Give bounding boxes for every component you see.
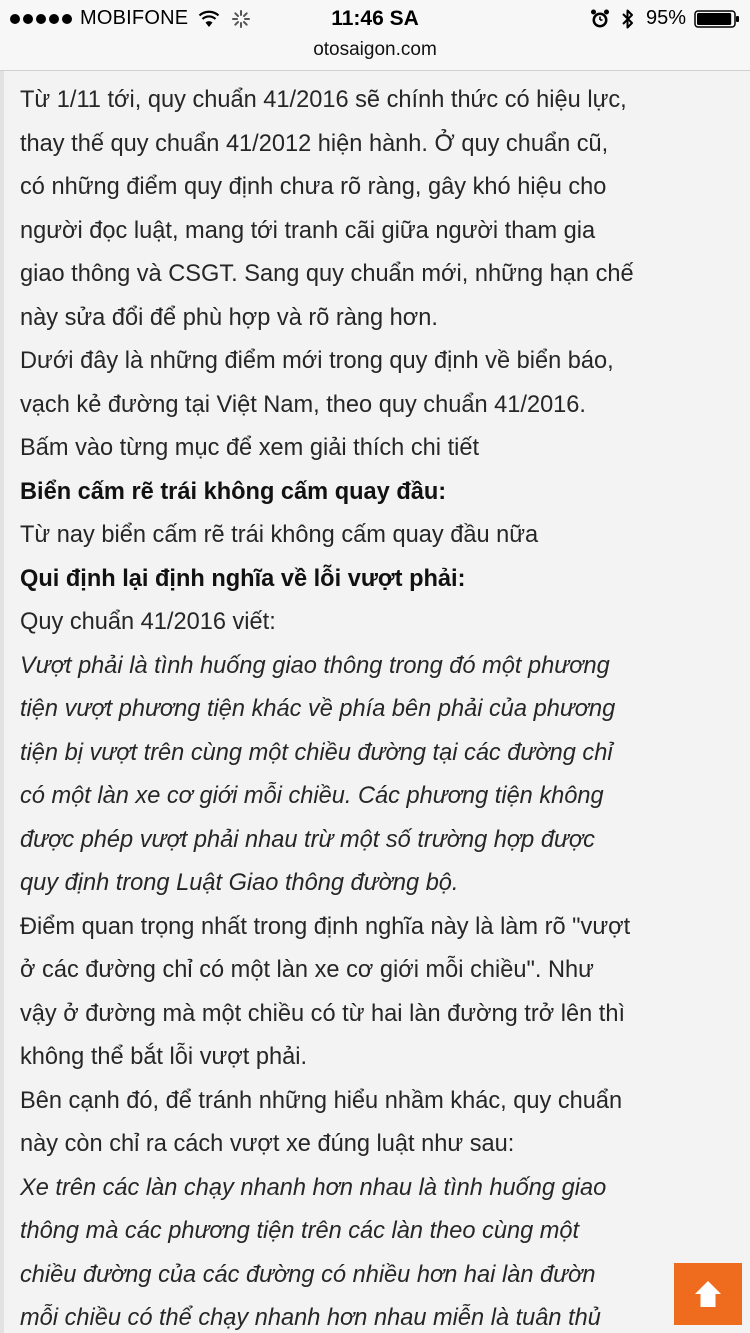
paragraph-line: thay thế quy chuẩn 41/2012 hiện hành. Ở quy chuẩn cũ, [20, 130, 609, 157]
paragraph-line: người đọc luật, mang tới tranh cãi giữa người tham gia [20, 217, 596, 244]
battery-percent: 95% [645, 7, 686, 29]
paragraph-line: Bấm vào từng mục để xem giải thích chi tiết [20, 435, 480, 461]
article-body [20, 79, 735, 1333]
paragraph-line: vậy ở đường mà một chiều có từ hai làn đường trở lên thì [20, 1000, 626, 1027]
paragraph-line: có những điểm quy định chưa rõ ràng, gây khó hiệu cho [20, 174, 607, 200]
paragraph-line: vạch kẻ đường tại Việt Nam, theo quy chuẩn 41/2016. [20, 391, 586, 418]
paragraph-line: tiện vượt phương tiện khác về phía bên phải của phương [20, 696, 616, 722]
status-bar [0, 0, 750, 40]
section-heading: Qui định lại định nghĩa về lỗi vượt phải: [20, 565, 466, 592]
paragraph-line: quy định trong Luật Giao thông đường bộ. [20, 870, 459, 896]
content-left-rule [0, 71, 4, 1333]
status-right [590, 7, 740, 30]
paragraph-line: có một làn xe cơ giới mỗi chiều. Các phương tiện không [20, 783, 604, 809]
url-domain[interactable]: otosaigon.com [313, 39, 437, 60]
paragraph-line: Từ 1/11 tới, quy chuẩn 41/2016 sẽ chính thức có hiệu lực, [20, 87, 627, 113]
paragraph-line: mỗi chiều có thể chạy nhanh hơn nhau miễn là tuân thủ [20, 1305, 601, 1331]
paragraph-line: tiện bị vượt trên cùng một chiều đường tại các đường chỉ [20, 739, 613, 766]
paragraph-line: này còn chỉ ra cách vượt xe đúng luật như sau: [20, 1131, 515, 1157]
battery-icon [694, 9, 740, 29]
paragraph-line: giao thông và CSGT. Sang quy chuẩn mới, những hạn chế [20, 261, 634, 287]
paragraph-line: ở các đường chỉ có một làn xe cơ giới mỗi chiều". Như [20, 957, 594, 983]
paragraph-line: Từ nay biển cấm rẽ trái không cấm quay đầu nữa [20, 522, 539, 548]
paragraph-line: Dưới đây là những điểm mới trong quy định về biển báo, [20, 348, 614, 374]
article-content[interactable] [0, 71, 750, 1333]
section-heading: Biển cấm rẽ trái không cấm quay đầu: [20, 478, 447, 505]
paragraph-line: không thể bắt lỗi vượt phải. [20, 1044, 308, 1070]
paragraph-line: chiều đường của các đường có nhiều hơn hai làn đườn [20, 1261, 596, 1288]
alarm-icon [590, 8, 610, 30]
url-bar[interactable] [0, 40, 750, 71]
arrow-up-icon [691, 1277, 725, 1311]
paragraph-line: Xe trên các làn chạy nhanh hơn nhau là tình huống giao [20, 1174, 607, 1201]
paragraph-line: thông mà các phương tiện trên các làn theo cùng một [20, 1218, 580, 1244]
carrier-name: MOBIFONE [80, 7, 189, 29]
paragraph-line: này sửa đổi để phù hợp và rõ ràng hơn. [20, 304, 438, 331]
paragraph-line: Bên cạnh đó, để tránh những hiểu nhầm khác, quy chuẩn [20, 1087, 623, 1114]
paragraph-line: Vượt phải là tình huống giao thông trong đó một phương [20, 652, 610, 679]
paragraph-line: được phép vượt phải nhau trừ một số trường hợp được [20, 826, 595, 853]
clock: 11:46 SA [331, 7, 419, 30]
paragraph-line: Quy chuẩn 41/2016 viết: [20, 609, 276, 635]
back-to-top-button[interactable] [674, 1263, 742, 1325]
bluetooth-icon [618, 8, 638, 30]
paragraph-line: Điểm quan trọng nhất trong định nghĩa này là làm rõ "vượt [20, 913, 631, 940]
